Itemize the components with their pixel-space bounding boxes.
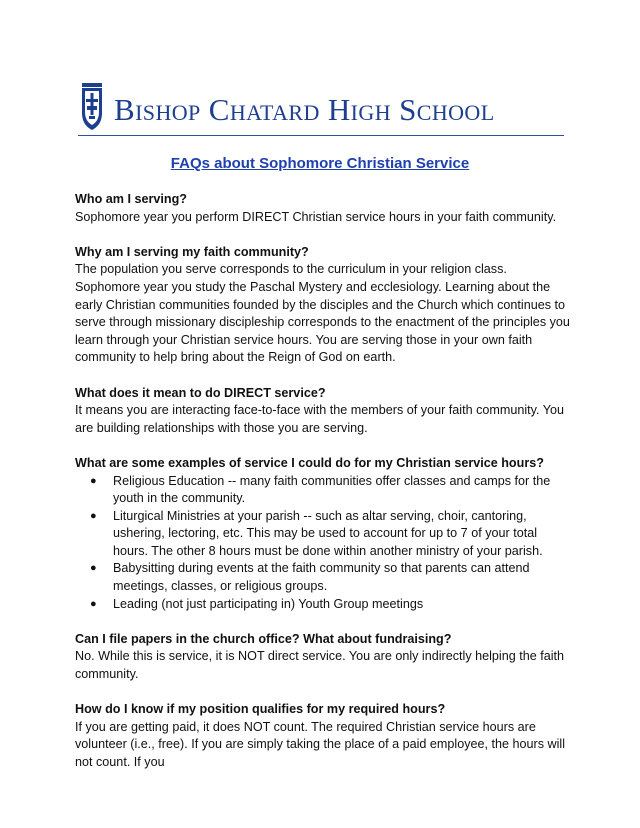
bullet-icon: ● <box>90 474 97 487</box>
faq-question: What does it mean to do DIRECT service? <box>75 385 326 400</box>
bullet-icon: ● <box>90 562 97 575</box>
faq-question: Can I file papers in the church office? What about fundraising? <box>75 631 452 646</box>
list-item: ● Religious Education -- many faith communities offer classes and camps for the youth in the community. <box>90 473 551 506</box>
faq-answer: It means you are interacting face-to-face with the members of your faith community. You are building relationships with those you are serving. <box>75 403 565 435</box>
header-divider <box>78 135 564 136</box>
faq-answer: No. While this is service, it is NOT direct service. You are only indirectly helping the faith community. <box>75 649 565 682</box>
bullet-icon: ● <box>90 509 97 522</box>
document-title: FAQs about Sophomore Christian Service <box>170 155 470 172</box>
faq-question: Who am I serving? <box>75 192 187 206</box>
faq-answer: If you are getting paid, it does NOT count. The required Christian service hours are volunteer (i.e., free). If you are simply taking the place of a paid employee, the hours will not count. If you <box>75 719 566 769</box>
bullet-icon: ● <box>90 597 97 610</box>
faq-question: Why am I serving my faith community? <box>75 244 309 259</box>
faq-question: What are some examples of service I could do for my Christian service hours? <box>75 455 544 470</box>
list-item: ● Babysitting during events at the faith community so that parents can attend meetings, classes, or religious groups. <box>90 561 530 594</box>
faq-answer: The population you serve corresponds to the curriculum in your religion class. Sophomore year you study the Paschal Mystery and ecclesiology. Learning about the early Christian communities founded by the disciples and the Church which continues to serve through missionary discipleship corresponds to the enactment of the principles you learn through your Christian service hours. You are serving those in your own faith community to help bring about the Reign of God on earth. <box>75 262 570 365</box>
faq-question: How do I know if my position qualifies for my required hours? <box>75 702 446 717</box>
faq-answer: Sophomore year you perform DIRECT Christian service hours in your faith community. <box>75 209 557 224</box>
school-crest-icon <box>78 83 106 131</box>
list-item: ● Leading (not just participating in) Youth Group meetings <box>113 596 575 614</box>
list-item: ● Liturgical Ministries at your parish -- such as altar serving, choir, cantoring, ushering, lectoring, etc. This may be used to account for up to 7 of your total hours. The other 8 hours must be done within another ministry of your parish. <box>90 508 543 558</box>
school-name: Bishop Chatard High School <box>114 91 495 127</box>
examples-list <box>75 473 575 614</box>
letterhead <box>78 80 564 134</box>
faq-body <box>75 191 575 772</box>
